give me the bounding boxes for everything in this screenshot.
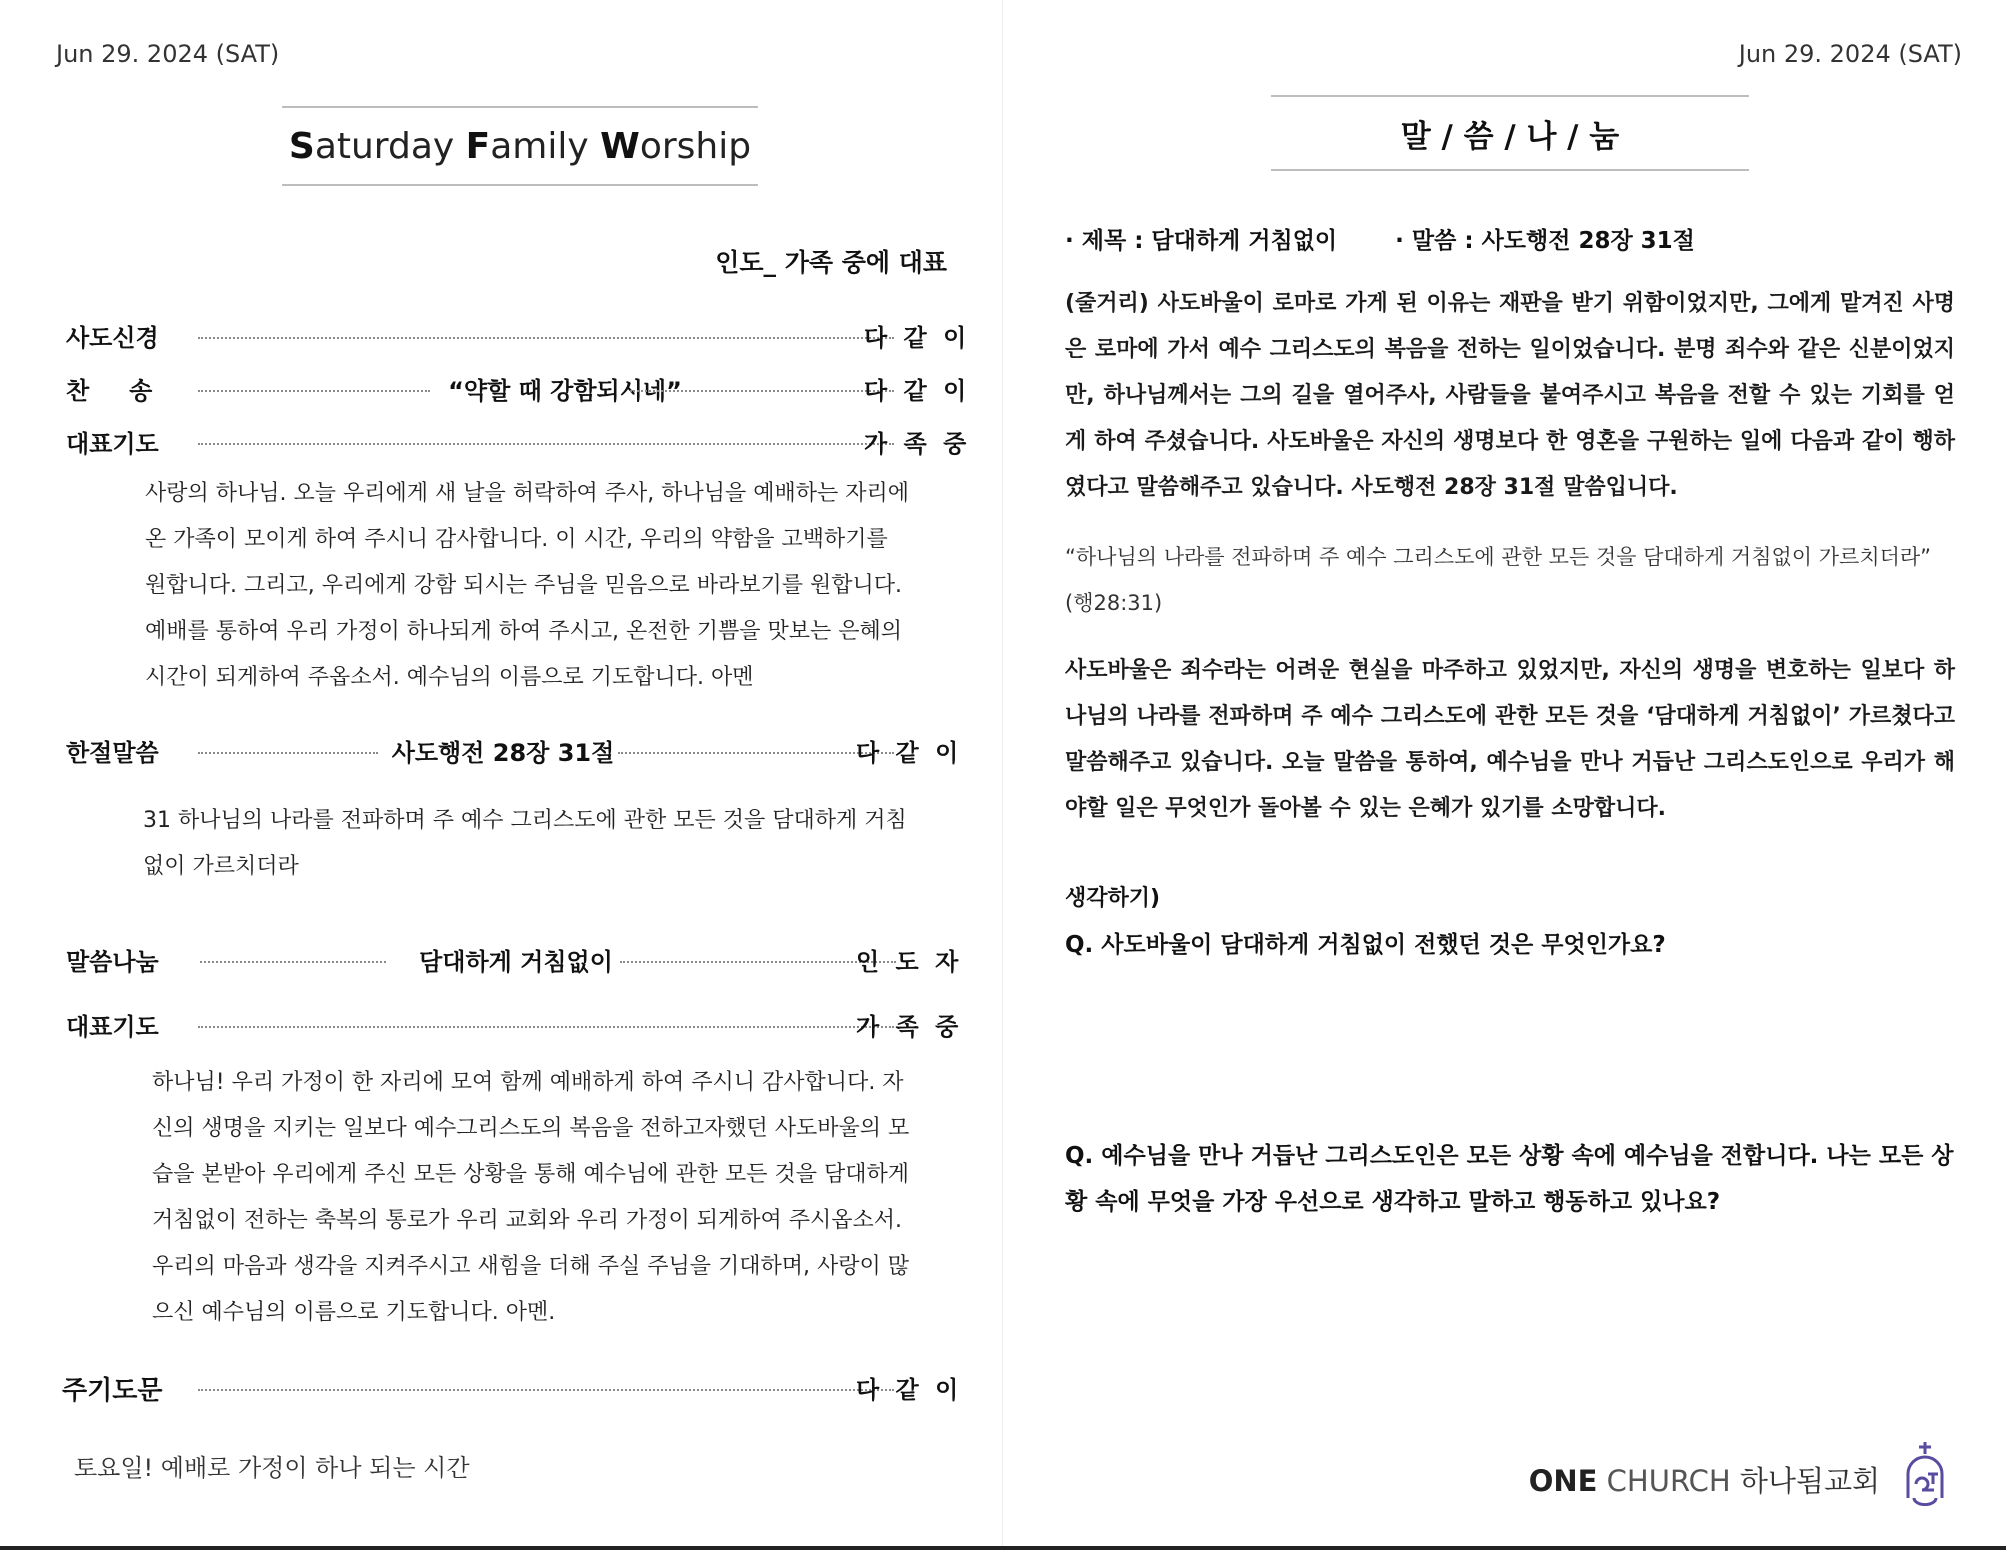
row-participant: 인 도 자 [856,948,963,976]
sermon-title: 담대하게 거침없이 [419,948,613,976]
brand-one: ONE [1528,1464,1598,1498]
row-label: 한절말씀 [66,739,159,767]
row-label: 말씀나눔 [66,948,159,976]
sermon-title-bullet: · 제목 : 담대하게 거침없이 [1065,228,1338,254]
sermon-info [1065,222,1745,255]
order-row-prayer [66,424,971,460]
row-label: 찬 송 [66,377,161,405]
right-page [1003,0,2006,1550]
dotted-leader [200,961,386,963]
row-label: 사도신경 [66,324,159,352]
closing-prayer-text: 하나님! 우리 가정이 한 자리에 모여 함께 예배하게 하여 주시니 감사합니다. 자신의 생명을 지키는 일보다 예수그리스도의 복음을 전하고자했던 사도바울의 모습을 본받아 우리에게 주신 모든 상황을 통해 예수님에 관한 모든 것을 담대하게 거침없이 전하는 축복의 통로가 우리 교회와 우리 가정이 되게하여 주시옵소서. 우리의 마음과 생각을 지켜주시고 새힘을 더해 주실 주님을 기대하며, 사랑이 많으신 예수님의 이름으로 기도합니다. 아멘. [152,1070,910,1325]
dotted-leader [198,1389,894,1391]
brand-church: CHURCH [1606,1464,1731,1498]
order-row-creed [66,318,971,354]
title-part: orship [639,125,752,167]
verse-text: 31 하나님의 나라를 전파하며 주 예수 그리스도에 관한 모든 것을 담대하게 거침없이 가르치더라 [143,808,907,879]
dotted-leader [198,390,430,392]
question-1: Q. 사도바울이 담대하게 거침없이 전했던 것은 무엇인가요? [1065,932,1666,958]
bottom-border [0,1546,2006,1550]
order-row-sharing [66,942,963,978]
order-row-verse [66,733,963,769]
row-label: 주기도문 [62,1376,163,1406]
dotted-leader [618,752,894,754]
leader-note: 인도_ 가족 중에 대표 [715,248,947,277]
title-initial-w: W [600,125,640,167]
row-label: 대표기도 [66,1013,159,1041]
sharing-title: 말 / 씀 / 나 / 눔 [1271,95,1749,171]
date-label: Jun 29. 2024 (SAT) [56,40,280,68]
row-participant: 다 같 이 [856,739,963,767]
tagline: 토요일! 예배로 가정이 하나 되는 시간 [74,1454,470,1482]
title-part: amily [490,125,601,167]
row-label: 대표기도 [66,430,159,458]
sermon-body: 사도바울은 죄수라는 어려운 현실을 마주하고 있었지만, 자신의 생명을 변호하는 일보다 하나님의 나라를 전파하며 주 예수 그리스도에 관한 모든 것을 ‘담대하게 거침없이’ 가르쳤다고 말씀해주고 있습니다. 오늘 말씀을 통하여, 예수님을 만나 거듭난 그리스도인으로 우리가 해야할 일은 무엇인가 돌아볼 수 있는 은혜가 있기를 소망합니다. [1065,658,1955,821]
church-brand [1529,1459,1880,1500]
think-label: 생각하기) [1065,886,1161,911]
sermon-scripture-bullet: · 말씀 : 사도행전 28장 31절 [1395,228,1695,254]
date-label: Jun 29. 2024 (SAT) [1738,40,1962,68]
verse-reference: 사도행전 28장 31절 [391,739,615,767]
question-2: Q. 예수님을 만나 거듭난 그리스도인은 모든 상황 속에 예수님을 전합니다. 나는 모든 상황 속에 무엇을 가장 우선으로 생각하고 말하고 행동하고 있나요? [1065,1143,1954,1215]
scripture-quote: “하나님의 나라를 전파하며 주 예수 그리스도에 관한 모든 것을 담대하게 거침없이 가르치더라” (행28:31) [1065,545,1932,615]
order-row-prayer [66,1007,963,1043]
dotted-leader [620,961,896,963]
row-participant: 가 족 중 [856,1013,963,1041]
summary-text: (줄거리) 사도바울이 로마로 가게 된 이유는 재판을 받기 위함이었지만, 그에게 맡겨진 사명은 로마에 가서 예수 그리스도의 복음을 전하는 일이었습니다. 분명 죄수와 같은 신분이었지만, 하나님께서는 그의 길을 열어주사, 사람들을 붙여주시고 복음을 전할 수 있는 기회를 얻게 하여 주셨습니다. 사도바울은 자신의 생명보다 한 영혼을 구원하는 일에 다음과 같이 행하였다고 말씀해주고 있습니다. 사도행전 28장 31절 말씀입니다. [1065,291,1955,500]
brand-korean: 하나됨교회 [1739,1464,1880,1498]
dotted-leader [198,752,378,754]
row-participant: 다 같 이 [864,377,971,405]
opening-prayer-text: 사랑의 하나님. 오늘 우리에게 새 날을 허락하여 주사, 하나님을 예배하는 자리에 온 가족이 모이게 하여 주시니 감사합니다. 이 시간, 우리의 약함을 고백하기를 원합니다. 그리고, 우리에게 강함 되시는 주님을 믿음으로 바라보기를 원합니다. 예배를 통하여 우리 가정이 하나되게 하여 주시고, 온전한 기쁨을 맛보는 은혜의 시간이 되게하여 주옵소서. 예수님의 이름으로 기도합니다. 아멘 [145,481,909,690]
hymn-title: “약할 때 강함되시네” [448,377,682,405]
row-participant: 가 족 중 [864,430,971,458]
title-initial-s: S [288,125,315,167]
dotted-leader [198,443,894,445]
row-participant: 다 같 이 [856,1376,963,1404]
church-logo-icon [1900,1440,1950,1506]
row-participant: 다 같 이 [864,324,971,352]
order-row-hymn [66,371,971,407]
title-initial-f: F [465,125,491,167]
worship-title [282,106,758,186]
order-row-lords-prayer [62,1370,963,1406]
title-part: aturday [314,125,466,167]
dotted-leader [198,1026,894,1028]
dotted-leader [630,390,894,392]
dotted-leader [198,337,894,339]
